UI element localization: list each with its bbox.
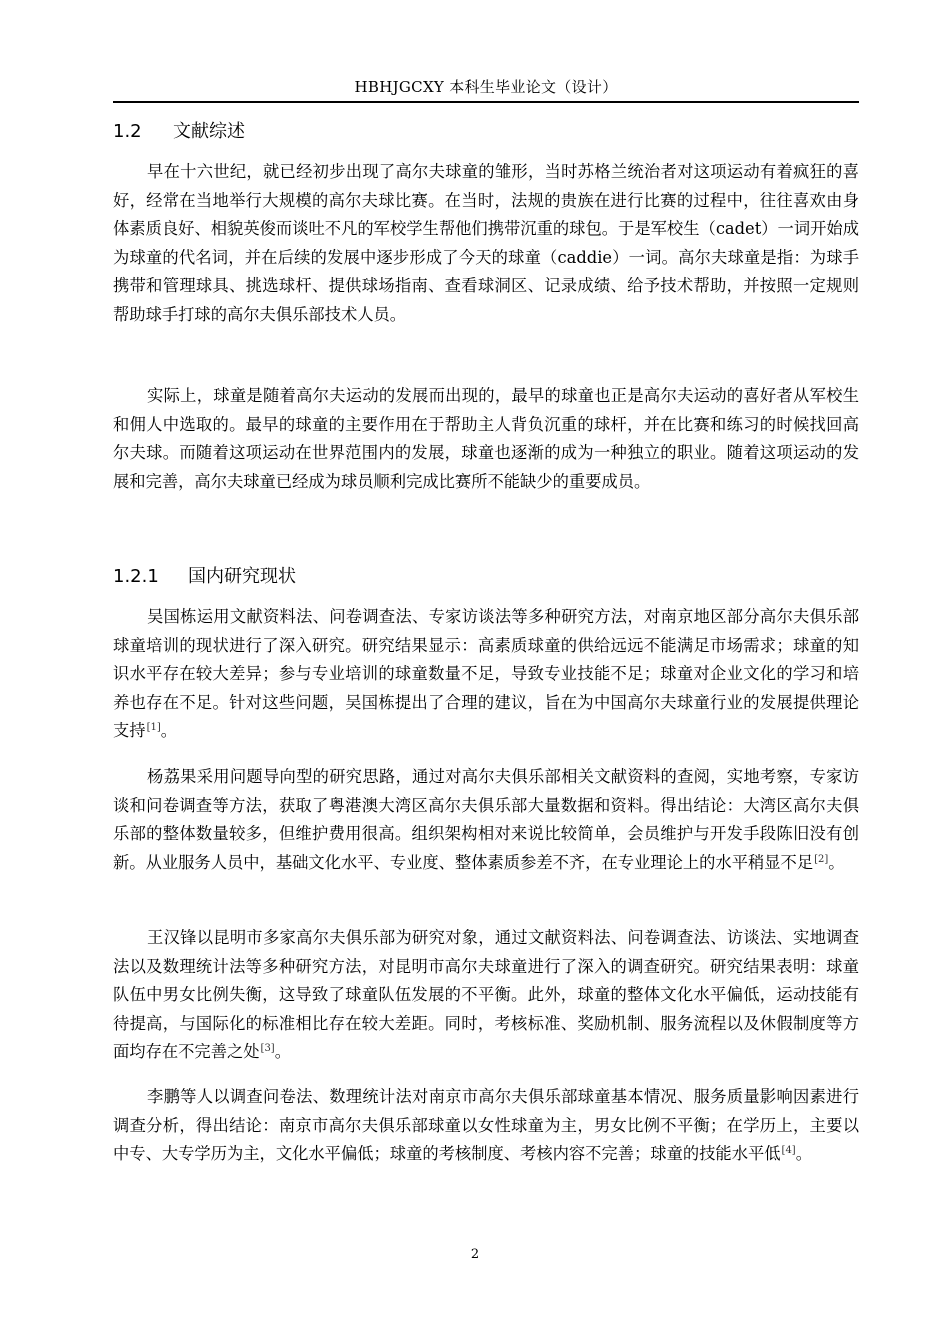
citation-ref: [4] [781,1145,796,1157]
subsection-number: 1.2.1 [113,566,159,587]
body-paragraph [113,763,859,877]
body-paragraph [113,924,859,1067]
body-paragraph [113,1083,859,1169]
body-paragraph: 早在十六世纪，就已经初步出现了高尔夫球童的雏形，当时苏格兰统治者对这项运动有着疯狂的喜好，经常在当地举行大规模的高尔夫球比赛。在当时，法规的贵族在进行比赛的过程中，往往喜欢由身体素质良好、相貌英俊而谈吐不凡的军校学生帮他们携带沉重的球包。于是军校生（cadet）一词开始成为球童的代名词，并在后续的发展中逐步形成了今天的球童（caddie）一词。高尔夫球童是指：为球手携带和管理球具、挑选球杆、提供球场指南、查看球洞区、记录成绩、给予技术帮助，并按照一定规则帮助球手打球的高尔夫俱乐部技术人员。 [113,162,859,324]
paragraph-end: 。 [795,1144,813,1164]
body-paragraph [113,603,859,746]
paragraph-text: 杨荔果采用问题导向型的研究思路，通过对高尔夫俱乐部相关文献资料的查阅，实地考察，专家访谈和问卷调查等方法，获取了粤港澳大湾区高尔夫俱乐部大量数据和资料。得出结论：大湾区高尔夫俱乐部的整体数量较多，但维护费用很高。组织架构相对来说比较简单，会员维护与开发手段陈旧没有创新。从业服务人员中，基础文化水平、专业度、整体素质参差不齐，在专业理论上的水平稍显不足 [113,767,859,872]
paragraph-end: 。 [274,1042,292,1062]
citation-ref: [3] [260,1043,275,1055]
citation-ref: [1] [146,722,161,734]
paragraph-text: 李鹏等人以调查问卷法、数理统计法对南京市高尔夫俱乐部球童基本情况、服务质量影响因素进行调查分析，得出结论：南京市高尔夫俱乐部球童以女性球童为主，男女比例不平衡；在学历上，主要以中专、大专学历为主，文化水平偏低；球童的考核制度、考核内容不完善；球童的技能水平低 [113,1087,859,1164]
section-title: 文献综述 [173,121,245,142]
paragraph-end: 。 [160,721,178,741]
paragraph-text: 吴国栋运用文献资料法、问卷调查法、专家访谈法等多种研究方法，对南京地区部分高尔夫俱乐部球童培训的现状进行了深入研究。研究结果显示：高素质球童的供给远远不能满足市场需求；球童的知识水平存在较大差异；参与专业培训的球童数量不足，导致专业技能不足；球童对企业文化的学习和培养也存在不足。针对这些问题，吴国栋提出了合理的建议，旨在为中国高尔夫球童行业的发展提供理论支持 [113,607,859,741]
header-rule [113,101,859,103]
subsection-heading [113,565,296,589]
paragraph-text: 王汉锋以昆明市多家高尔夫俱乐部为研究对象，通过文献资料法、问卷调查法、访谈法、实地调查法以及数理统计法等多种研究方法，对昆明市高尔夫球童进行了深入的调查研究。研究结果表明：球童队伍中男女比例失衡，这导致了球童队伍发展的不平衡。此外，球童的整体文化水平偏低，运动技能有待提高，与国际化的标准相比存在较大差距。同时，考核标准、奖励机制、服务流程以及休假制度等方面均存在不完善之处 [113,928,859,1062]
section-number: 1.2 [113,121,142,142]
subsection-title: 国内研究现状 [188,566,296,587]
citation-ref: [2] [814,853,829,865]
page-number: 2 [470,1247,480,1262]
paragraph-end: 。 [828,852,845,872]
body-paragraph: 实际上，球童是随着高尔夫运动的发展而出现的，最早的球童也正是高尔夫运动的喜好者从军校生和佣人中选取的。最早的球童的主要作用在于帮助主人背负沉重的球杆，并在比赛和练习的时候找回高尔夫球。而随着这项运动在世界范围内的发展，球童也逐渐的成为一种独立的职业。随着这项运动的发展和完善，高尔夫球童已经成为球员顺利完成比赛所不能缺少的重要成员。 [113,386,859,491]
page-header: HBHJGCXY 本科生毕业论文（设计） [354,78,618,96]
section-heading [113,120,245,144]
